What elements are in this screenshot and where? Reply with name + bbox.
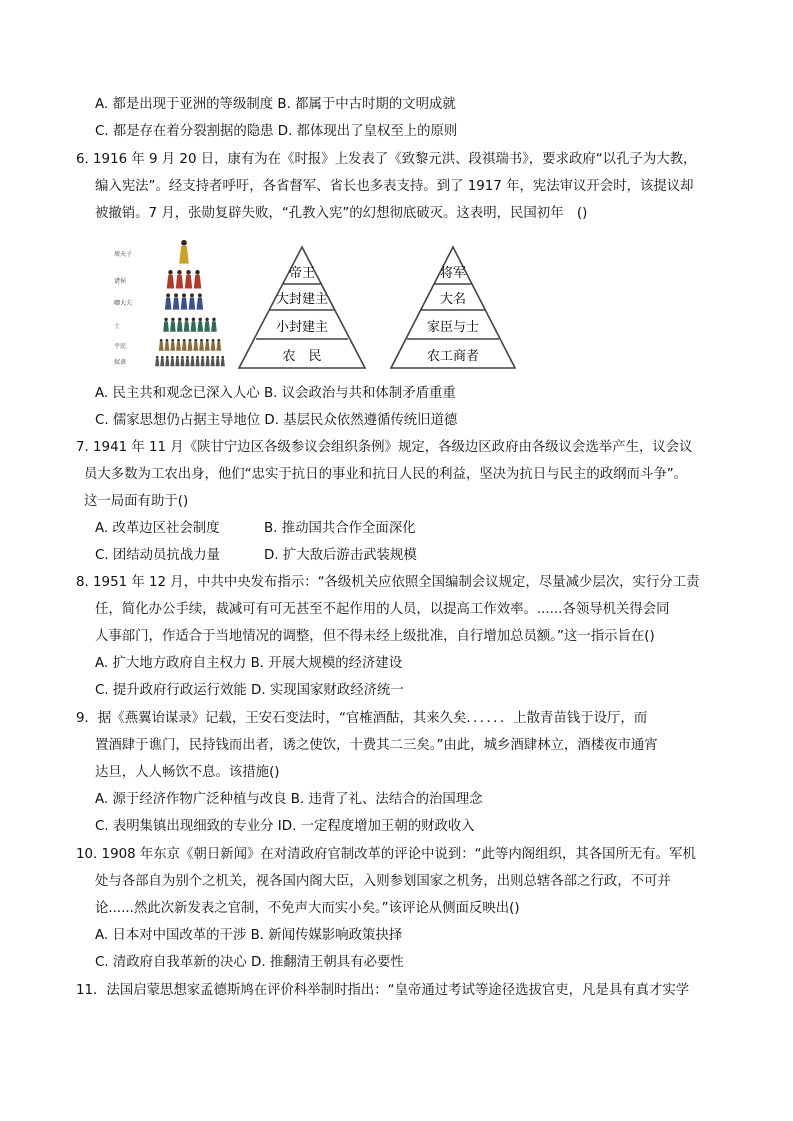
zhou-label: 平民 — [114, 343, 127, 350]
q6-option-ab: A. 民主共和观念已深入人心 B. 议会政治与共和体制矛盾重重 — [95, 386, 456, 401]
feudal-level-4: 农 民 — [282, 349, 322, 364]
zhou-label: 周天子 — [114, 251, 133, 258]
q9-stem-line2: 置酒肆于谯门，民持钱而出者，诱之使饮，十费其二三矣。”由此，城乡酒肆林立，酒楼夜市通宵 — [95, 738, 658, 753]
q6-stem-line1: 6. 1916 年 9 月 20 日，康有为在《时报》上发表了《致黎元洪、段祺瑞书》，要求政府“以孔子为大教， — [76, 152, 697, 167]
q7-option-d: D. 扩大敌后游击武装规模 — [264, 548, 417, 563]
q6-stem-line2: 编入宪法”。经支持者呼吁，各省督军、省长也多表支持。到了 1917 年，宪法审议开会时，该提议却 — [95, 179, 694, 194]
q6-option-cd: C. 儒家思想仍占据主导地位 D. 基层民众依然遵循传统旧道德 — [95, 413, 458, 428]
q8-option-ab: A. 扩大地方政府自主权力 B. 开展大规模的经济建设 — [95, 656, 403, 671]
q8-stem-line3: 人事部门，作适合于当地情况的调整，但不得未经上级批准，自行增加总员额。”这一指示旨在() — [95, 629, 655, 644]
q9-stem-line3: 达旦，人人畅饮不息。该措施() — [95, 765, 280, 780]
feudal-level-2: 大封建主 — [275, 292, 329, 307]
q11-stem-line1: 11．法国启蒙思想家孟德斯鸠在评价科举制时指出：“皇帝通过考试等途径选拔官吏，凡是具有真才实学 — [76, 983, 690, 998]
feudal-pyramid-figure — [236, 244, 368, 370]
q8-stem-line1: 8. 1951 年 12 月，中共中央发布指示：“各级机关应依照全国编制会议规定，尽量减少层次，实行分工责 — [76, 575, 700, 590]
zhou-hierarchy-figure — [112, 234, 238, 372]
q7-option-b: B. 推动国共合作全面深化 — [264, 521, 416, 536]
zhou-label: 奴隶 — [114, 359, 127, 366]
q9-option-ab: A. 源于经济作物广泛种植与改良 B. 违背了礼、法结合的治国理念 — [95, 792, 483, 807]
zhou-label: 士 — [114, 323, 121, 330]
q8-option-cd: C. 提升政府行政运行效能 D. 实现国家财政经济统一 — [95, 683, 404, 698]
q10-option-ab: A. 日本对中国改革的干涉 B. 新闻传媒影响政策抉择 — [95, 928, 403, 943]
q10-stem-line1: 10. 1908 年东京《朝日新闻》在对清政府官制改革的评论中说到：“此等内阁组织，其各国所无有。军机 — [76, 847, 696, 862]
q10-stem-line3: 论......然此次新发表之官制，不免声大而实小矣。”该评论从侧面反映出() — [95, 901, 520, 916]
q5-option-ab: A. 都是出现于亚洲的等级制度 B. 都属于中古时期的文明成就 — [95, 97, 456, 112]
q7-stem-line3: 这一局面有助于() — [84, 494, 189, 509]
q6-stem-line3: 被撤销。7 月，张勋复辟失败，“孔教入宪”的幻想彻底破灭。这表明，民国初年 () — [95, 206, 588, 221]
japan-level-3: 家臣与士 — [426, 320, 480, 335]
q10-option-cd: C. 清政府自我革新的决心 D. 推翻清王朝具有必要性 — [95, 955, 404, 970]
feudal-level-1: 帝王 — [288, 266, 316, 281]
q10-stem-line2: 处与各部自为别个之机关，视各国内阁大臣，入则参划国家之机务，出则总辖各部之行政，不可并 — [95, 874, 671, 889]
q7-stem-line2: 员大多数为工农出身，他们“忠实于抗日的事业和抗日人民的利益，坚决为抗日与民主的政纲而斗争”。 — [84, 467, 688, 482]
q7-option-a: A. 改革边区社会制度 — [95, 521, 220, 536]
q5-option-cd: C. 都是存在着分裂割据的隐患 D. 都体现出了皇权至上的原则 — [95, 124, 458, 139]
q8-stem-line2: 任，简化办公手续，裁减可有可无甚至不起作用的人员，以提高工作效率。......各领导机关得会同 — [95, 602, 670, 617]
q9-option-cd: C. 表明集镇出现细致的专业分 ID. 一定程度增加王朝的财政收入 — [95, 819, 475, 834]
feudal-level-3: 小封建主 — [275, 320, 329, 335]
japan-pyramid-figure — [388, 244, 518, 370]
japan-level-4: 农工商者 — [426, 349, 480, 364]
q9-stem-line1: 9．据《燕翼诒谋录》记载，王安石变法时，“官榷酒酤，其来久矣．．．．．．上散青苗钱于设厅，而 — [76, 711, 648, 726]
zhou-label: 诸侯 — [114, 278, 127, 285]
zhou-label: 卿大夫 — [114, 300, 133, 307]
japan-level-1: 将军 — [439, 266, 467, 281]
japan-level-2: 大名 — [439, 292, 467, 307]
q7-stem-line1: 7. 1941 年 11 月《陕甘宁边区各级参议会组织条例》规定，各级边区政府由各级议会选举产生，议会议 — [76, 440, 693, 455]
q7-option-c: C. 团结动员抗战力量 — [95, 548, 220, 563]
